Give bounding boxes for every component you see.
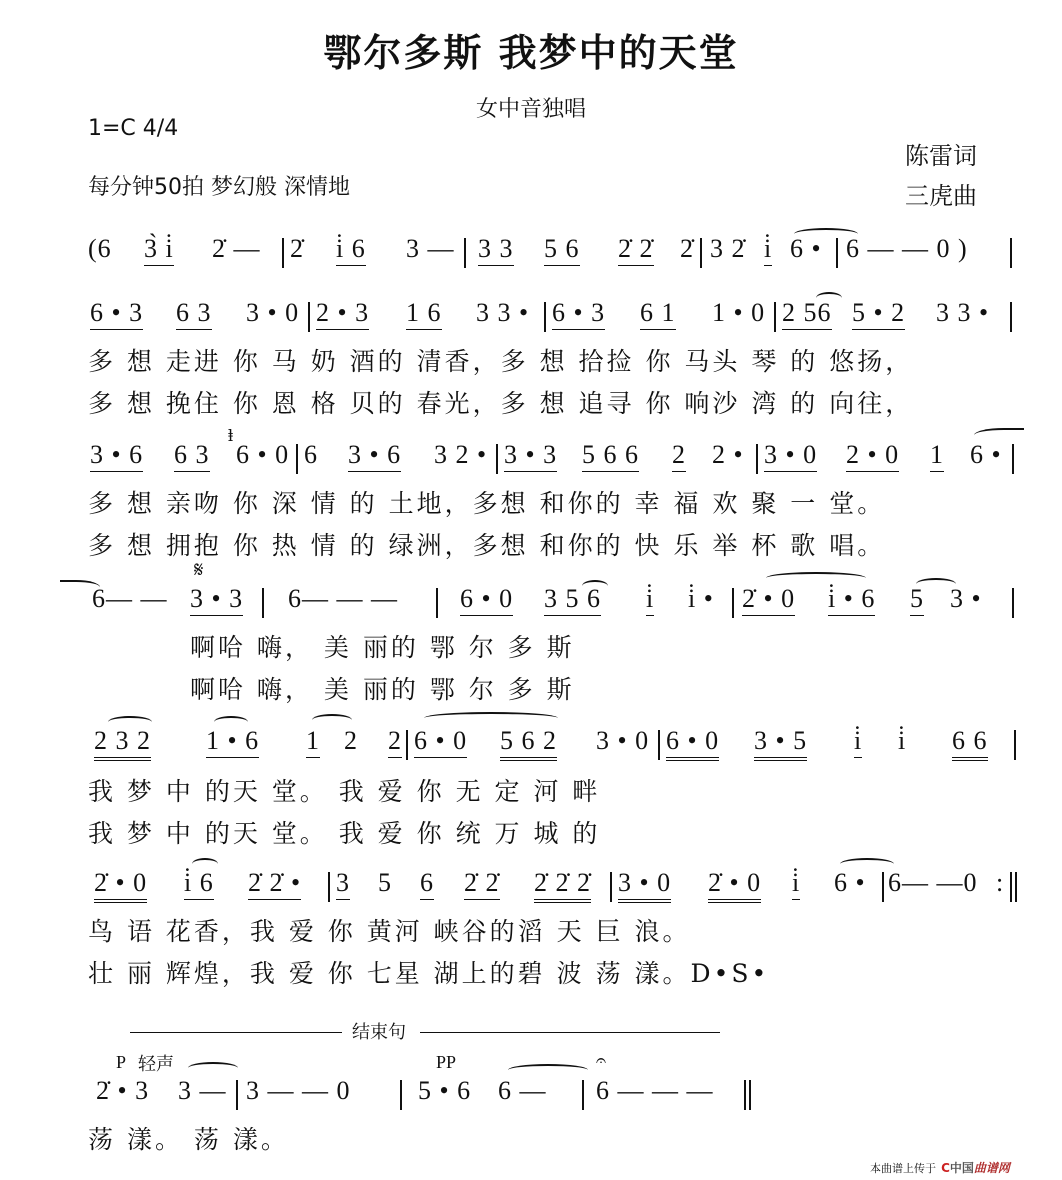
note-group: 3 • 6 [90,440,143,472]
note-group: i̇ [898,726,907,755]
barline [296,444,298,474]
repeat-end-barline [1010,872,1012,902]
note-group: 2 • [712,440,744,469]
slur [816,292,842,304]
note-group: i̇ 6 [184,868,214,900]
system-5 [88,726,1028,856]
note-group: 5 6 2 [500,726,557,761]
barline [1014,730,1016,760]
note-group: 2̇ [680,234,694,263]
note-group: i̇ [792,868,800,900]
score-title: 鄂尔多斯 我梦中的天堂 [323,31,739,75]
score-subtitle: 女中音独唱 [475,97,586,122]
note-group: 2 [388,726,402,758]
note-group: 2̇ [290,234,304,263]
note-group: 6 • 0 [666,726,719,761]
lyric-line-2: 壮 丽 辉煌，我 爱 你 七星 湖上的碧 波 荡 漾。D•S• [88,959,770,988]
note-group: 2̇ 2̇ [618,234,654,266]
barline [658,730,660,760]
note-group: 6— —0 [888,868,978,897]
slur [214,716,248,728]
composer-credit: 三虎曲 [905,182,977,210]
barline [1010,238,1012,268]
note-group: 3 • 6 [348,440,401,472]
note-group: 6 6 [952,726,988,761]
segno-sign: 𝄋 [194,558,204,583]
note-group: i̇ • [688,584,714,613]
note-group: 5 6 [544,234,580,266]
note-group: 2̇ • 0 [742,584,795,616]
note-group: 3 • 0 [618,868,671,903]
note-group: 5 • 6 [418,1076,472,1105]
note-group: 6 • 3 [90,298,143,330]
note-group: 1 [306,726,320,758]
site-logo-icon: C [941,1161,950,1175]
lyric-line-2: 啊哈 嗨， 美 丽的 鄂 尔 多 斯 [190,675,575,704]
barline [282,238,284,268]
slur [192,858,218,870]
barline [262,588,264,618]
note-group: 3 • 0 [596,726,650,755]
barline [610,872,612,902]
note-group: i̇ 6 [336,234,366,266]
note-group: 6 • 0 [460,584,513,616]
fermata-icon: 𝄐 [596,1050,607,1071]
note-group: 5 [378,868,392,897]
note-group: 3 — — 0 [246,1076,351,1105]
barline [1012,588,1014,618]
upload-credit [870,1157,1010,1176]
note-group: 2 • 3 [316,298,369,330]
grace-note-ornament: ⱡ [228,426,234,445]
note-group: 1 • 6 [206,726,259,758]
dynamic-pp: PP [436,1052,457,1072]
note-group: 3 • [950,584,982,613]
lyric-line-1: 多 想 亲吻 你 深 情 的 土地，多想 和你的 幸 福 欢 聚 一 堂。 [88,489,886,518]
barline [308,302,310,332]
site-logo[interactable] [941,1161,1010,1175]
barline [400,1080,402,1110]
note-group: 6 — [498,1076,547,1105]
note-group: 2̇ 2̇ 2̇ [534,868,591,903]
repeat-end-dots: : [996,868,1005,897]
note-group: 5 • 2 [852,298,905,330]
note-group: 2 56 [782,298,832,330]
note-group: 3 [336,868,350,900]
barline [882,872,884,902]
note-group: 6 3 [176,298,212,330]
note-group: 1 • 0 [712,298,766,327]
note-group: 3 — [406,234,455,263]
lyricist-credit: 陈雷词 [905,142,977,170]
note-group: 6 • 3 [552,298,605,330]
note-group: 3 • 0 [246,298,300,327]
final-barline [744,1080,746,1110]
lyric-line-1: 啊哈 嗨， 美 丽的 鄂 尔 多 斯 [190,633,575,662]
barline [582,1080,584,1110]
lyric-line-1: 多 想 走进 你 马 奶 酒的 清香，多 想 拾捡 你 马头 琴 的 悠扬， [88,347,914,376]
barline [732,588,734,618]
note-group: 6 • 0 [236,440,290,469]
tie [840,858,894,870]
note-group: 3 — [178,1076,227,1105]
lyric-line-1: 鸟 语 花香，我 爱 你 黄河 峡谷的滔 天 巨 浪。 [88,917,691,946]
note-group: 2̇ 2̇ • [248,868,301,900]
ending-bracket-right [420,1032,720,1033]
barline [774,302,776,332]
note-group: i̇ [646,584,654,616]
note-group: 6 [420,868,434,900]
barline [836,238,838,268]
note-group: 3 2 • [434,440,488,469]
barline [436,588,438,618]
lyric-line-2: 我 梦 中 的天 堂。 我 爱 你 统 万 城 的 [88,819,601,848]
note-group: 2 [672,440,686,472]
note-group: i̇ • 6 [828,584,875,616]
note-group: 5 6 6 [582,440,639,472]
slur [766,572,866,584]
note-group: 3 • 0 [764,440,817,472]
upload-text: 本曲谱上传于 [870,1162,936,1175]
site-name-part-1: 中国 [949,1161,974,1175]
note-group: 2̇ • 0 [94,868,147,903]
barline [1010,302,1012,332]
note-group: 6 • 0 [414,726,467,758]
barline [236,1080,238,1110]
note-group: 3 • 3 [190,584,243,616]
tie [508,1064,588,1076]
barline [464,238,466,268]
system-2 [88,298,1028,428]
tie [188,1062,238,1074]
lyric-line-1: 荡 漾。 荡 漾。 [88,1125,289,1154]
lyric-line-2: 多 想 拥抱 你 热 情 的 绿洲，多想 和你的 快 乐 举 杯 歌 唱。 [88,531,886,560]
note-group: 2̇ • 0 [708,868,761,903]
note-group: 6 1 [640,298,676,330]
note-group: i̇ [764,234,772,266]
ending-bracket-left [130,1032,342,1033]
note-group: 6— — — [288,584,398,613]
note-group: 6 [304,440,318,469]
note-group: 6 3 [174,440,210,472]
note-group: 3 • 3 [504,440,557,472]
note-group: 6 • [970,440,1002,469]
barline [544,302,546,332]
system-1 [88,234,1028,274]
barline [328,872,330,902]
tempo-marking: 每分钟50拍 梦幻般 深情地 [88,175,350,200]
barline [496,444,498,474]
system-6 [88,868,1028,998]
note-group: 6 — — 0 ) [846,234,968,263]
note-group: 1 [930,440,944,472]
barline [700,238,702,268]
note-group: 3 2̇ [710,234,746,263]
slur [582,580,608,592]
expression-soft-voice: 轻声 [138,1054,174,1075]
lyric-line-1: 我 梦 中 的天 堂。 我 爱 你 无 定 河 畔 [88,777,601,806]
note-group: (6 [88,234,112,263]
note-group: 6 — — — [596,1076,714,1105]
barline [1012,444,1014,474]
lyric-line-2: 多 想 挽住 你 恩 格 贝的 春光，多 想 追寻 你 响沙 湾 的 向往， [88,389,914,418]
note-group: 2̇ — [212,234,261,263]
system-3 [88,426,1028,570]
note-group: 2̇ • 3 [96,1076,150,1105]
note-group: 5 [910,584,924,616]
note-group: 3̀ i̇ [144,234,174,266]
note-group: i̇ [854,726,862,758]
note-group: 2 3 2 [94,726,151,761]
note-group: 2̇ 2̇ [464,868,500,900]
note-group: 6— — [92,584,168,613]
note-group: 2 [344,726,358,755]
barline [756,444,758,474]
note-group: 3 3 • [476,298,530,327]
note-group: 3 5 6 [544,584,601,616]
key-time-signature: 1=C 4/4 [88,116,179,141]
tie [974,428,1024,440]
barline [406,730,408,760]
note-group: 6 • [834,868,866,897]
note-group: 2 • 0 [846,440,899,472]
slur [424,712,558,724]
slur [108,716,152,728]
note-group: 1 6 [406,298,442,330]
dynamic-p: P [116,1052,127,1072]
slur [312,714,352,726]
ending-label: 结束句 [352,1022,406,1043]
note-group: 3 3 [478,234,514,266]
note-group: 3 3 • [936,298,990,327]
note-group: 3 • 5 [754,726,807,761]
note-group: 6 • [790,234,822,263]
system-4 [88,558,1028,714]
site-name-part-2: 曲谱网 [973,1161,1010,1175]
